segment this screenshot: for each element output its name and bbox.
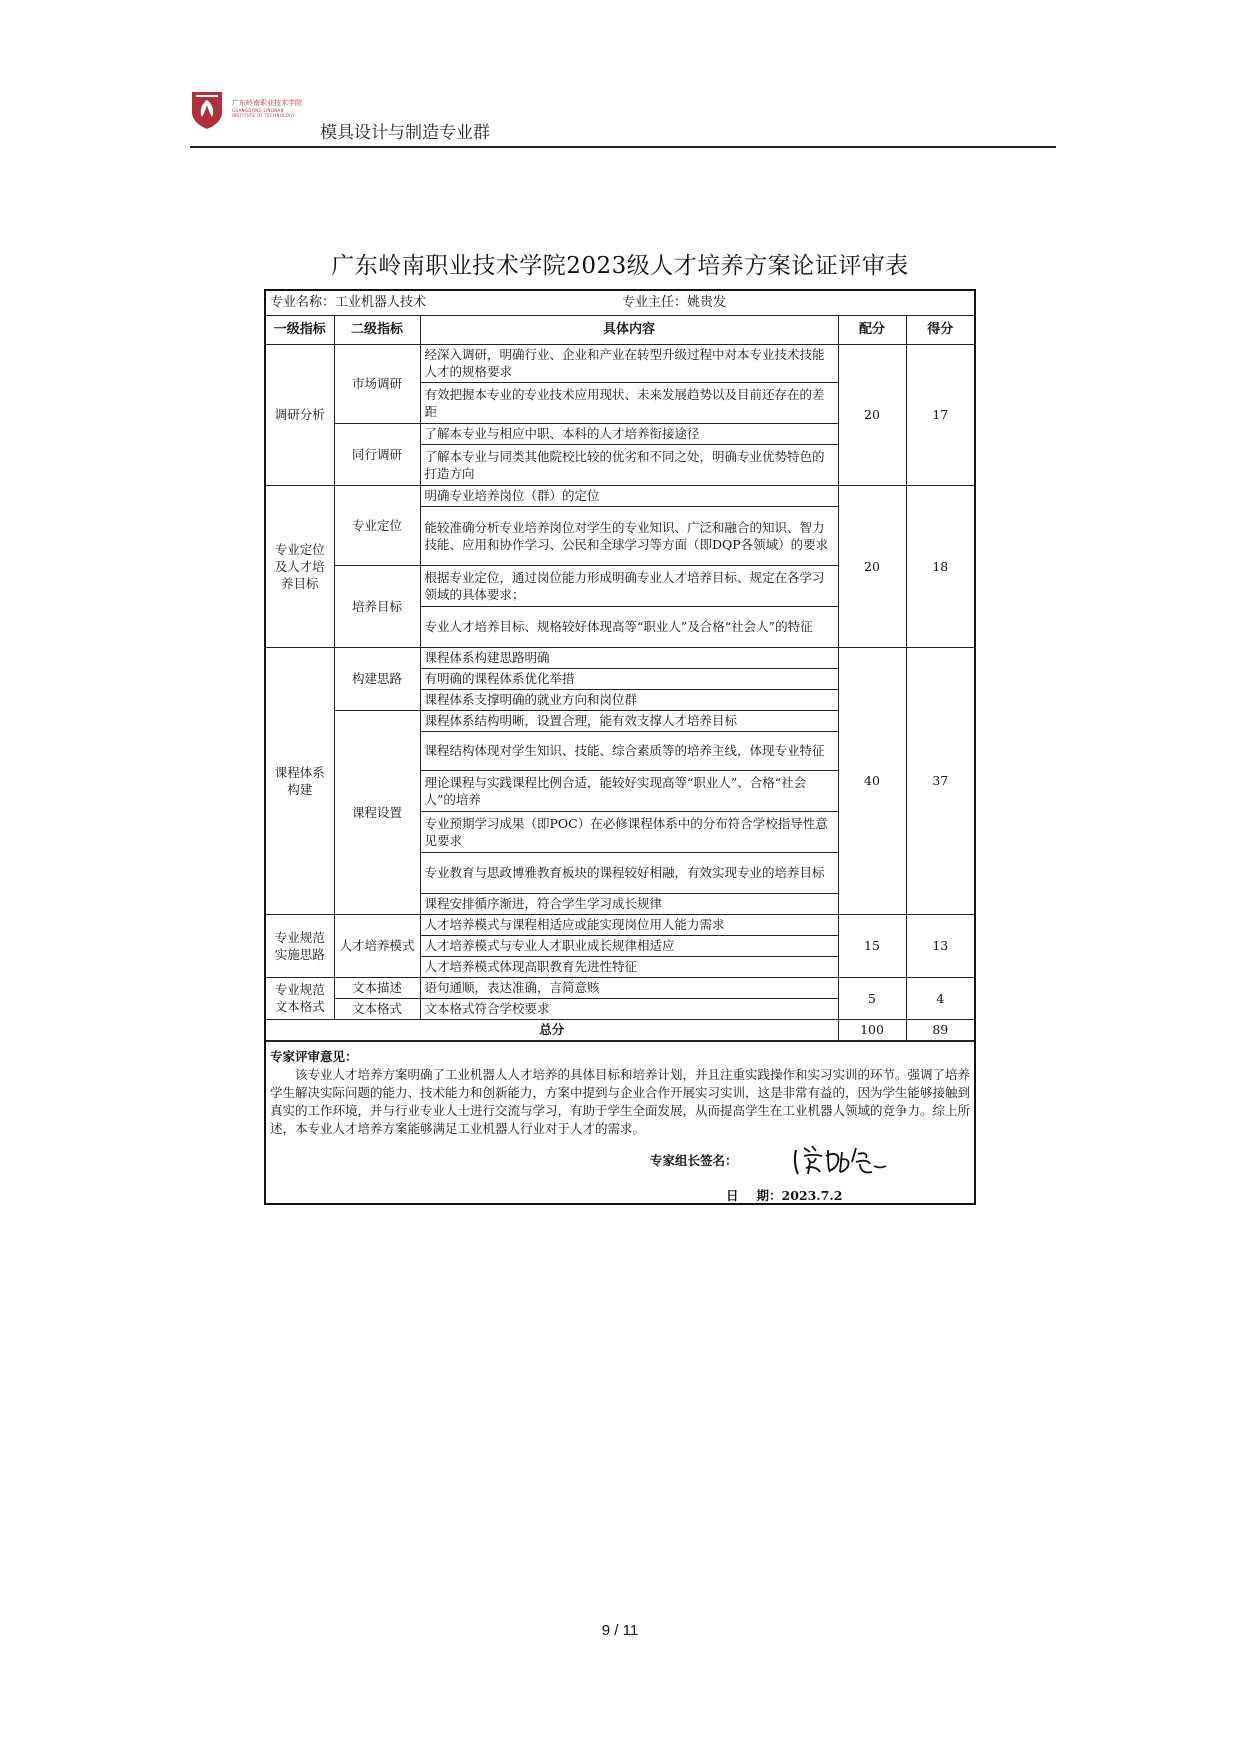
content-item: 课程结构体现对学生知识、技能、综合素质等的培养主线，体现专业特征 (420, 731, 838, 770)
table-row (266, 977, 974, 998)
date-label: 日 (726, 1187, 739, 1203)
column-header: 一级指标 (266, 315, 334, 344)
obtained-score: 37 (906, 647, 974, 914)
college-logo-icon (190, 90, 224, 130)
content-item: 文本格式符合学校要求 (420, 998, 838, 1019)
review-sheet (264, 289, 976, 1205)
review-table (266, 291, 974, 1041)
major-director: 专业主任：姚贵发 (622, 295, 727, 311)
obtained-score: 17 (906, 344, 974, 485)
column-header: 具体内容 (420, 315, 838, 344)
content-item: 课程安排循序渐进，符合学生学习成长规律 (420, 893, 838, 914)
logo-cn-text: 广东岭南职业技术学院 (232, 99, 302, 107)
level2-indicator: 构建思路 (334, 647, 420, 710)
max-score: 20 (838, 485, 906, 647)
expert-opinion (266, 1041, 974, 1203)
obtained-score: 13 (906, 914, 974, 977)
level2-indicator: 市场调研 (334, 344, 420, 423)
level1-indicator: 专业规范文本格式 (266, 977, 334, 1019)
content-item: 语句通顺，表达准确，言简意赅 (420, 977, 838, 998)
info-row (266, 291, 974, 315)
page-number: 9 / 11 (601, 1622, 639, 1639)
date-value: 期：2023.7.2 (756, 1187, 843, 1203)
content-item: 了解本专业与同类其他院校比较的优劣和不同之处，明确专业优势特色的打造方向 (420, 444, 838, 485)
total-label: 总分 (266, 1019, 838, 1040)
content-item: 理论课程与实践课程比例合适，能较好实现高等“职业人”、合格“社会人”的培养 (420, 770, 838, 811)
level1-indicator: 课程体系构建 (266, 647, 334, 914)
sign-label: 专家组长签名： (650, 1152, 738, 1168)
level1-indicator: 调研分析 (266, 344, 334, 485)
column-header: 二级指标 (334, 315, 420, 344)
content-item: 课程体系构建思路明确 (420, 647, 838, 668)
table-header-row (266, 315, 974, 344)
content-item: 课程体系结构明晰，设置合理，能有效支撑人才培养目标 (420, 710, 838, 731)
column-header: 得分 (906, 315, 974, 344)
content-item: 专业人才培养目标、规格较好体现高等“职业人”及合格“社会人”的特征 (420, 606, 838, 647)
total-max-score: 100 (838, 1019, 906, 1040)
content-item: 能较准确分析专业培养岗位对学生的专业知识、广泛和融合的知识、智力技能、应用和协作学习、公民和全球学习等方面（即DQP各领域）的要求 (420, 506, 838, 565)
table-row (266, 647, 974, 668)
content-item: 人才培养模式与课程相适应或能实现岗位用人能力需求 (420, 914, 838, 935)
content-item: 人才培养模式与专业人才职业成长规律相适应 (420, 935, 838, 956)
level2-indicator: 课程设置 (334, 710, 420, 914)
max-score: 20 (838, 344, 906, 485)
content-item: 了解本专业与相应中职、本科的人才培养衔接途径 (420, 423, 838, 444)
level2-indicator: 专业定位 (334, 485, 420, 565)
max-score: 40 (838, 647, 906, 914)
content-item: 有效把握本专业的专业技术应用现状、未来发展趋势以及目前还存在的差距 (420, 382, 838, 423)
level2-indicator: 文本格式 (334, 998, 420, 1019)
obtained-score: 4 (906, 977, 974, 1019)
level2-indicator: 同行调研 (334, 423, 420, 485)
level1-indicator: 专业定位及人才培养目标 (266, 485, 334, 647)
logo-en-text: GUANGDONG LINGNAN (232, 108, 284, 113)
content-item: 专业教育与思政博雅教育板块的课程较好相融，有效实现专业的培养目标 (420, 852, 838, 893)
page-header (190, 88, 1056, 148)
table-row (266, 914, 974, 935)
content-item: 明确专业培养岗位（群）的定位 (420, 485, 838, 506)
total-row (266, 1019, 974, 1040)
level1-indicator: 专业规范实施思路 (266, 914, 334, 977)
content-item: 根据专业定位，通过岗位能力形成明确专业人才培养目标、规定在各学习领域的具体要求； (420, 565, 838, 606)
obtained-score: 18 (906, 485, 974, 647)
level2-indicator: 文本描述 (334, 977, 420, 998)
total-obtained-score: 89 (906, 1019, 974, 1040)
column-header: 配分 (838, 315, 906, 344)
opinion-body: 该专业人才培养方案明确了工业机器人人才培养的具体目标和培养计划，并且注重实践操作和实习实训的环节。强调了培养学生解决实际问题的能力、技术能力和创新能力，方案中提到与企业合作开展实习实训，这是非常有益的，因为学生能够接触到真实的工作环境，并与行业专业人士进行交流与学习，有助于学生全面发展，从而提高学生在工业机器人领域的竞争力。综上所述，本专业人才培养方案能够满足工业机器人行业对于人才的需求。 (270, 1066, 971, 1136)
content-item: 人才培养模式体现高职教育先进性特征 (420, 956, 838, 977)
date-line (726, 1187, 842, 1205)
content-item: 课程体系支撑明确的就业方向和岗位群 (420, 689, 838, 710)
logo-en-text: INSTITUTE OF TECHNOLOGY (232, 113, 296, 118)
major-name: 专业名称：工业机器人技术 (270, 295, 427, 311)
signature-image (790, 1142, 890, 1178)
content-item: 专业预期学习成果（即POC）在必修课程体系中的分布符合学校指导性意见要求 (420, 811, 838, 852)
max-score: 15 (838, 914, 906, 977)
level2-indicator: 人才培养模式 (334, 914, 420, 977)
group-title: 模具设计与制造专业群 (320, 123, 490, 143)
opinion-title: 专家评审意见： (270, 1048, 358, 1064)
table-row (266, 344, 974, 382)
document-title: 广东岭南职业技术学院2023级人才培养方案论证评审表 (331, 253, 909, 279)
level2-indicator: 培养目标 (334, 565, 420, 647)
max-score: 5 (838, 977, 906, 1019)
content-item: 经深入调研，明确行业、企业和产业在转型升级过程中对本专业技术技能人才的规格要求 (420, 344, 838, 382)
table-row (266, 485, 974, 506)
content-item: 有明确的课程体系优化举措 (420, 668, 838, 689)
